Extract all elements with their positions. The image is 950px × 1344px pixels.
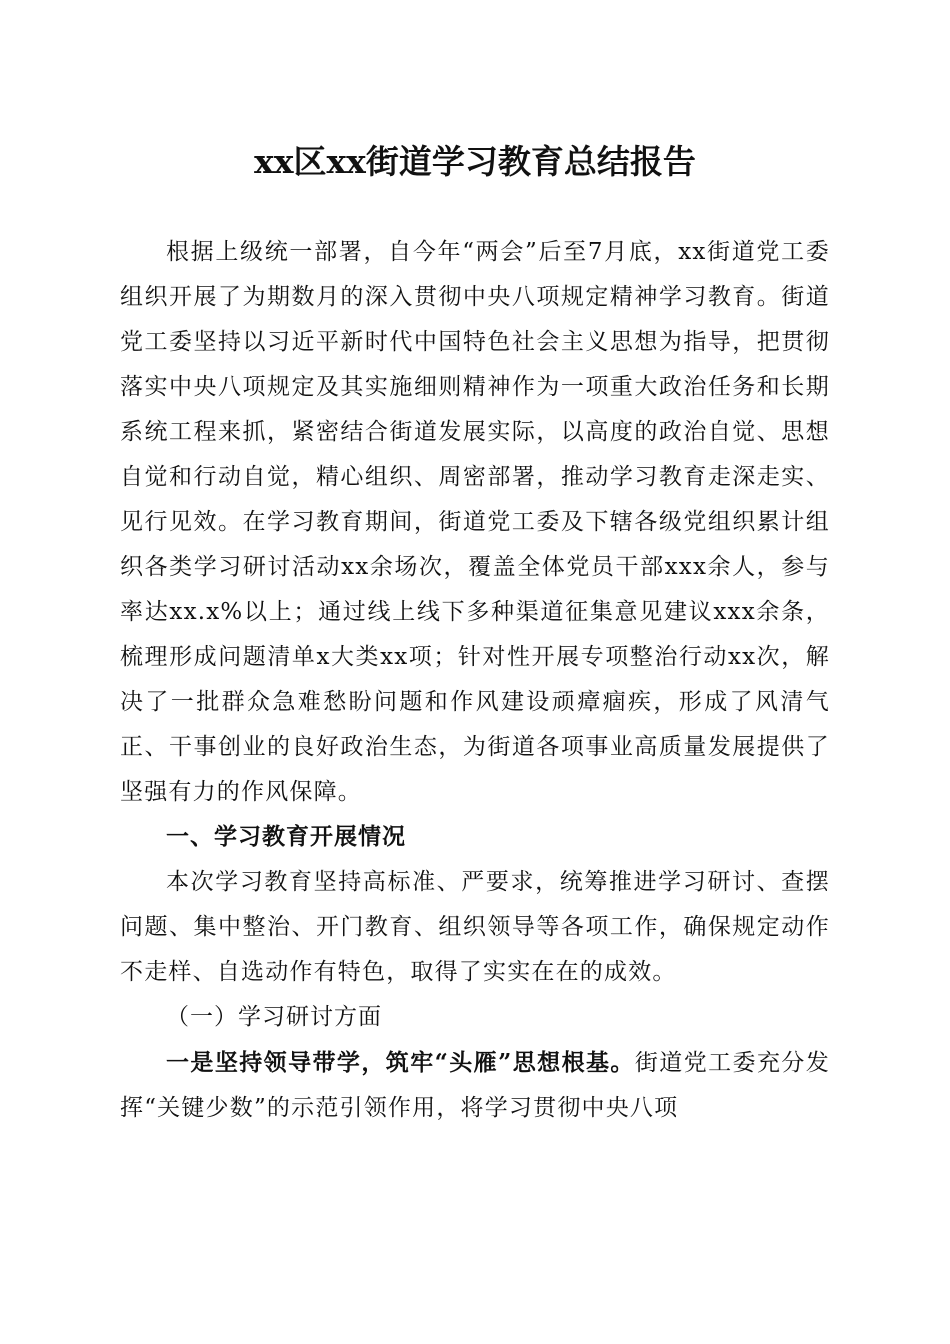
subsection-heading: （一）学习研讨方面	[166, 1004, 382, 1030]
document-body	[120, 230, 830, 1131]
point-paragraph	[120, 1040, 830, 1131]
intro-paragraph: 根据上级统一部署，自今年“两会”后至7月底，xx街道党工委组织开展了为期数月的深入贯彻中央八项规定精神学习教育。街道党工委坚持以习近平新时代中国特色社会主义思想为指导，把贯彻落实中央八项规定及其实施细则精神作为一项重大政治任务和长期系统工程来抓，紧密结合街道发展实际，以高度的政治自觉、思想自觉和行动自觉，精心组织、周密部署，推动学习教育走深走实、见行见效。在学习教育期间，街道党工委及下辖各级党组织累计组织各类学习研讨活动xx余场次，覆盖全体党员干部xxx余人，参与率达xx.x%以上；通过线上线下多种渠道征集意见建议xxx余条，梳理形成问题清单x大类xx项；针对性开展专项整治行动xx次，解决了一批群众急难愁盼问题和作风建设顽瘴痼疾，形成了风清气正、干事创业的良好政治生态，为街道各项事业高质量发展提供了坚强有力的作风保障。	[120, 239, 830, 805]
section-paragraph: 本次学习教育坚持高标准、严要求，统筹推进学习研讨、查摆问题、集中整治、开门教育、组织领导等各项工作，确保规定动作不走样、自选动作有特色，取得了实实在在的成效。	[120, 869, 830, 985]
section-heading: 一、学习教育开展情况	[166, 824, 406, 850]
point-lead: 一是坚持领导带学，筑牢“头雁”思想根基。	[166, 1049, 635, 1076]
point-text: 街道党工委充分发挥“关键少数”的示范引领作用，将学习贯彻中央八项	[120, 1050, 830, 1121]
document-title: xx区xx街道学习教育总结报告	[254, 142, 696, 181]
